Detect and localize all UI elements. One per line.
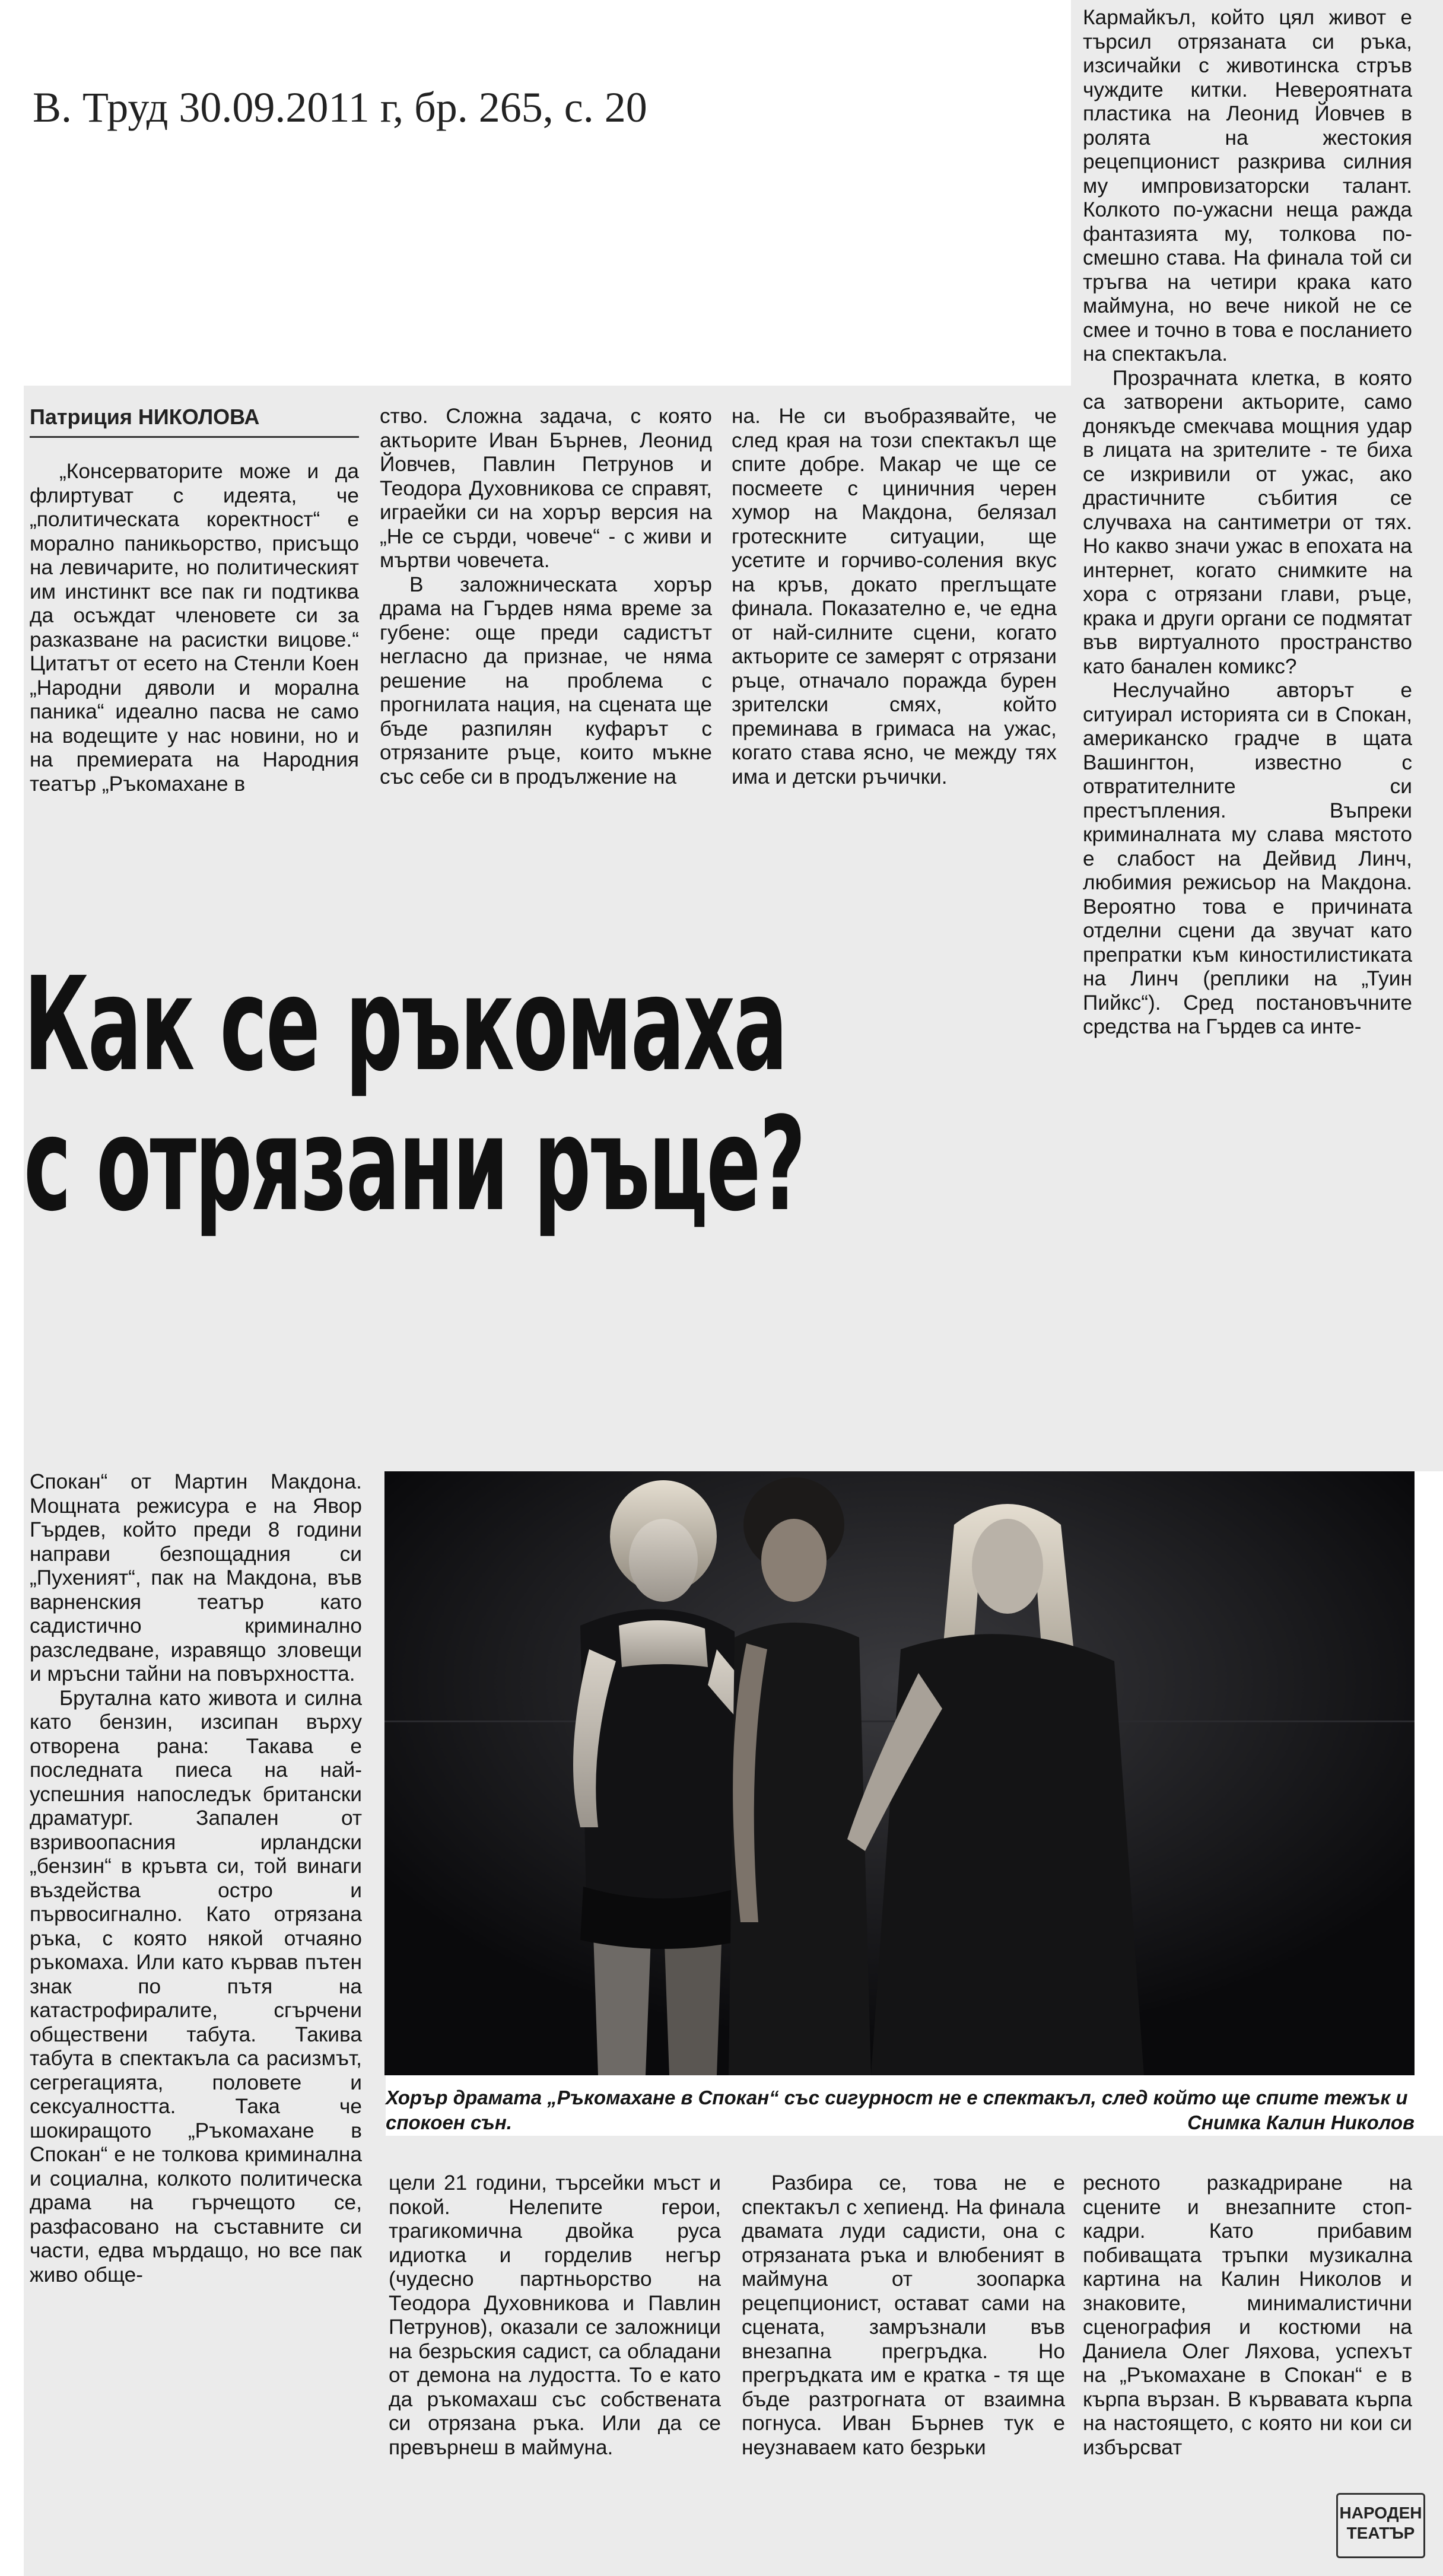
paragraph: ресното разкадриране на сцените и внезапните стоп-кадри. Като прибавим побиващата тръпки музикална картина на Калин Николов и знаковите, минималистични сценография и костюми на Даниела Олег Ляхова, успехът на „Ръкомахане в Спокан“ е в кърпа вързан. В кървавата кърпа на настоящето, с която ни кои си избърсват — [1083, 2171, 1412, 2459]
photo-credit: Снимка Калин Николов — [1187, 2111, 1415, 2133]
paragraph: на. Не си въобразявайте, че след края на този спектакъл ще спите добре. Макар че ще се посмеете с циничния черен хумор на Макдона, белязал гротескните ситуации, ще усетите и горчиво-соления вкус на кръв, докато преглъщате финала. Показателно е, че една от най-силните сцени, когато актьорите се замерят с отрязани ръце, отначало поражда бурен зрителски смях, който преминава в гримаса на ужас, когато става ясно, че между тях има и детски ръчички. — [732, 405, 1057, 788]
headline-line-2: с отрязани ръце? — [24, 1090, 805, 1240]
byline-rule — [30, 436, 359, 438]
column-7 — [742, 2171, 1065, 2460]
column-6 — [389, 2171, 721, 2460]
headline — [24, 950, 805, 1240]
paragraph: „Консерваторите може и да флиртуват с идеята, че „политическата коректност“ е морално паникьорство, присъщо на левичарите, но политическият им инстинкт все пак ги подтиква да осъждат членовете си за разказване на расистки вицове.“ Цитатът от есето на Стенли Коен „Народни дяволи и морална паника“ идеално пасва не само на водещите у нас новини, но и на премиерата на Народния театър „Ръкомахане в — [30, 460, 359, 796]
paragraph: В заложническата хорър драма на Гърдев няма време за губене: още преди садистът негласно да признае, че няма решение на проблема с прогнилата нация, на сцената ще бъде разпилян куфарът с отрязаните ръце, които мъкне със себе си в продължение на — [380, 573, 712, 788]
column-3 — [732, 405, 1057, 789]
headline-line-1: Как се ръкомаха — [24, 950, 787, 1100]
paragraph: Кармайкъл, който цял живот е търсил отрязаната си ръка, изсичайки с животинска стръв чуждите китки. Невероятната пластика на Леонид Йовчев в ролята на жестокия рецепционист разкрива силния му импровизаторски талант. Колкото по-ужасни неща ражда фантазията му, толкова по-смешно става. На финала той си тръгва на четири крака като маймуна, но вече никой не се смее и точно в това е посланието на спектакъла. — [1083, 6, 1412, 365]
source-citation: В. Труд 30.09.2011 г, бр. 265, с. 20 — [33, 84, 647, 131]
photo-caption — [386, 2085, 1415, 2135]
paragraph: ство. Сложна задача, с която актьорите Иван Бърнев, Леонид Йовчев, Павлин Петрунов и Теодора Духовникова се справят, играейки си на хорър версия на „Не се сърди, човече“ - с живи и мъртви човечета. — [380, 405, 712, 572]
stage-photo-illustration — [384, 1471, 1415, 2075]
paragraph: Разбира се, това не е спектакъл с хепиенд. На финала двамата луди садисти, она с отрязаната ръка и влюбеният в маймуна от зоопарка рецепционист, остават сами на сцената, замръзнали във внезапна прегръдка. Но прегръдката им е кратка - тя ще бъде разтрогната от взаимна погнуса. Иван Бърнев тук е неузнаваем като безрьки — [742, 2171, 1065, 2459]
column-5 — [30, 1470, 362, 2287]
paragraph: цели 21 години, търсейки мъст и покой. Нелепите герои, трагикомична двойка руса идиотка и горделив негър (чудесно партньорство на Теодора Духовникова и Павлин Петрунов), оказали се заложници на безрьския садист, са обладани от демона на лудостта. То е като да ръкомахаш със собствената си отрязана ръка. Или да се превърнеш в маймуна. — [389, 2171, 721, 2459]
theatre-stamp: НАРОДЕН ТЕАТЪР — [1336, 2493, 1425, 2558]
author-byline: Патриция НИКОЛОВА — [30, 405, 260, 429]
column-4 — [1083, 6, 1412, 1039]
column-2 — [380, 405, 712, 789]
paragraph: Прозрачната клетка, в която са затворени актьорите, само донякъде смекчава мощния удар в лицата на зрителите - те биха се изкривили от ужас, ако драстичните събития се случваха на сантиметри от тях. Но какво значи ужас в епохата на интернет, когато снимките на хора с отрязани глави, ръце, крака и други органи се подмятат във виртуалното пространство като банален комикс? — [1083, 366, 1412, 678]
column-1 — [30, 460, 359, 796]
paragraph: Неслучайно авторът е ситуирал историята си в Спокан, американско градче в щата Вашингтон, известно с отвратителните си престъпления. Въпреки криминалната му слава мястото е слабост на Дейвид Линч, любимия режисьор на Макдона. Вероятно това е причината отделни сцени да звучат като препратки към киностилистиката на Линч (реплики на „Туин Пийкс“). Сред постановъчните средства на Гърдев са инте- — [1083, 679, 1412, 1038]
stage-photo — [384, 1471, 1415, 2075]
paragraph: Спокан“ от Мартин Макдона. Мощната режисура е на Явор Гърдев, който преди 8 години направи безпощадния си „Пухеният“, пак на Макдона, във варненския театър като садистично криминално разследване, изравящо зловещи и мръсни тайни на повърхността. — [30, 1470, 362, 1685]
paragraph: Брутална като живота и силна като бензин, изсипан върху отворена рана: Такава е последната пиеса на най-успешния напоследък британски драматург. Запален от взривоопасния ирландски „бензин“ в кръвта си, той винаги въздейства остро и първосигнално. Като отрязана ръка, с която някой отчаяно ръкомаха. Или като кървав пътен знак по пътя на катастрофиралите, сгърчени обществени табута. Такива табута в спектакъла са расизмът, сегрегацията, половете и сексуалността. Така че шокиращото „Ръкомахане в Спокан“ е не толкова криминална и социална, колкото политическа драма на гърчещото се, разфасовано на съставните си части, едва мърдащо, но все пак живо обще- — [30, 1686, 362, 2286]
caption-text: Хорър драмата „Ръкомахане в Спокан“ със сигурност не е спектакъл, след който ще спите тежък и спокоен сън. — [386, 2087, 1408, 2133]
column-8 — [1083, 2171, 1412, 2460]
